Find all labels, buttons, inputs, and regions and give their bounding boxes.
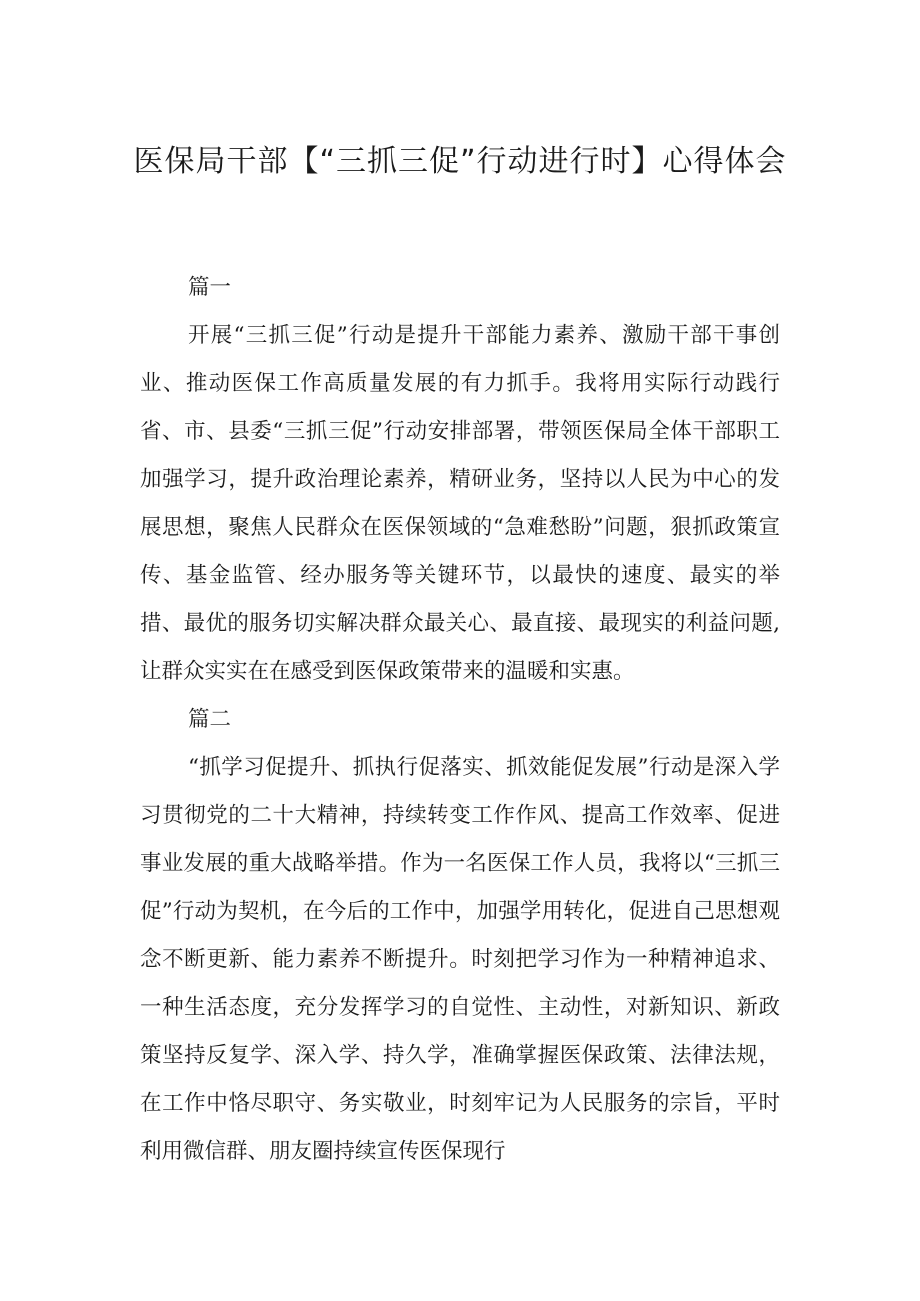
document-body (140, 264, 780, 1176)
document-title: 医保局干部【“三抓三促”行动进行时】心得体会 (133, 144, 787, 179)
section-heading-2: 篇二 (188, 707, 232, 732)
section-paragraph-1: 开展“三抓三促”行动是提升干部能力素养、激励干部干事创业、推动医保工作高质量发展的有力抓手。我将用实际行动践行省、市、县委“三抓三促”行动安排部署，带领医保局全体干部职工加强学习，提升政治理论素养，精研业务，坚持以人民为中心的发展思想，聚焦人民群众在医保领域的“急难愁盼”问题，狠抓政策宣传、基金监管、经办服务等关键环节，以最快的速度、最实的举措、最优的服务切实解决群众最关心、最直接、最现实的利益问题,让群众实实在在感受到医保政策带来的温暖和实惠。 (140, 323, 780, 684)
section-heading-1: 篇一 (188, 275, 232, 300)
section-paragraph-2: “抓学习促提升、抓执行促落实、抓效能促发展”行动是深入学习贯彻党的二十大精神，持续转变工作作风、提高工作效率、促进事业发展的重大战略举措。作为一名医保工作人员，我将以“三抓三促”行动为契机，在今后的工作中，加强学用转化，促进自己思想观念不断更新、能力素养不断提升。时刻把学习作为一种精神追求、一种生活态度，充分发挥学习的自觉性、主动性，对新知识、新政策坚持反复学、深入学、持久学，准确掌握医保政策、法律法规，在工作中恪尽职守、务实敬业，时刻牢记为人民服务的宗旨，平时利用微信群、朋友圈持续宣传医保现行 (140, 755, 780, 1164)
